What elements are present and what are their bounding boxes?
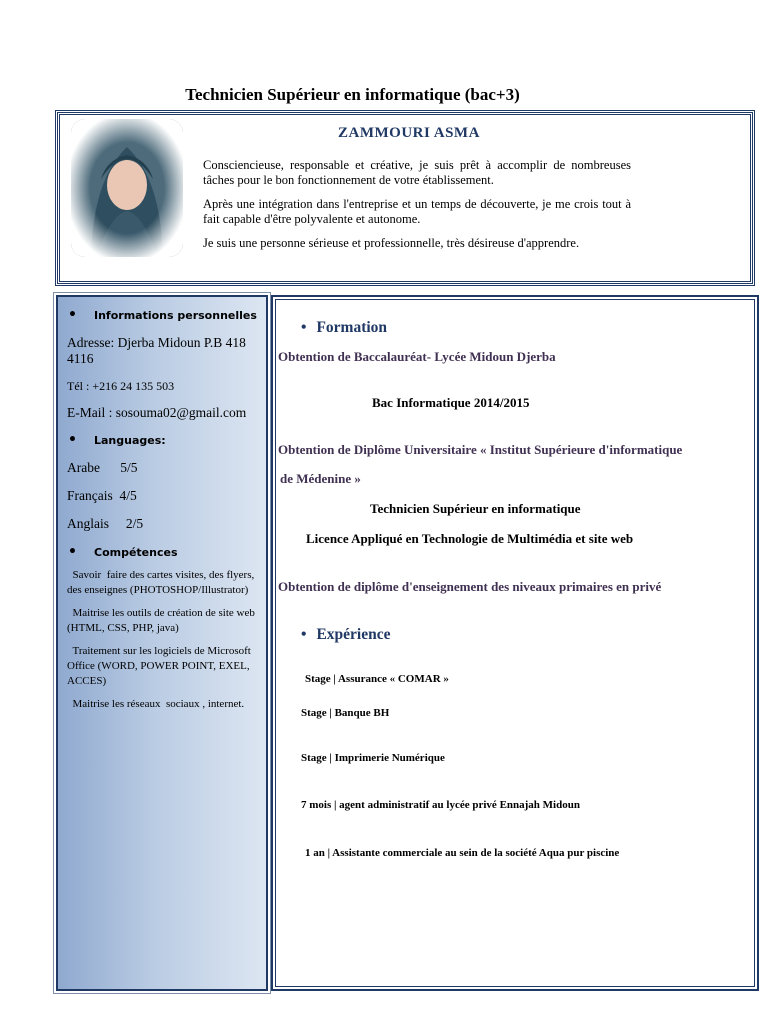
phone: Tél : +216 24 135 503 bbox=[67, 379, 175, 393]
languages-heading: • Languages: bbox=[68, 432, 166, 448]
sidebar bbox=[56, 295, 268, 991]
formation-heading: • Formation bbox=[301, 319, 388, 336]
formation-line: Obtention de Baccalauréat- Lycée Midoun Djerba bbox=[278, 349, 556, 364]
skill-item: Traitement sur les logiciels de Microsoft Office (WORD, POWER POINT, EXEL, ACCES) bbox=[67, 645, 254, 687]
experience-heading: • Expérience bbox=[301, 626, 391, 643]
language-item: Anglais 2/5 bbox=[67, 516, 144, 531]
intro-paragraph: Consciencieuse, responsable et créative, je suis prêt à accomplir de nombreuses tâches pour le bon fonctionnement de votre établissement. bbox=[203, 158, 631, 187]
intro-paragraph: Après une intégration dans l'entreprise et un temps de découverte, je me crois tout à fait capable d'être polyvalente et autonome. bbox=[203, 197, 631, 226]
skills-heading: • Compétences bbox=[68, 544, 178, 560]
language-item: Français 4/5 bbox=[67, 488, 137, 503]
main-content bbox=[271, 295, 759, 991]
experience-item: 1 an | Assistante commerciale au sein de la société Aqua pur piscine bbox=[305, 847, 620, 859]
experience-item: Stage | Imprimerie Numérique bbox=[301, 752, 445, 764]
candidate-name: ZAMMOURI ASMA bbox=[338, 125, 480, 141]
formation-line: Licence Appliqué en Technologie de Multimédia et site web bbox=[306, 531, 634, 546]
experience-item: 7 mois | agent administratif au lycée privé Ennajah Midoun bbox=[301, 799, 580, 811]
profile-header bbox=[55, 110, 755, 286]
address: Adresse: Djerba Midoun P.B 418 4116 bbox=[67, 335, 246, 366]
intro-text bbox=[203, 158, 631, 260]
experience-item: Stage | Assurance « COMAR » bbox=[305, 673, 449, 685]
intro-paragraph: Je suis une personne sérieuse et professionnelle, très désireuse d'apprendre. bbox=[203, 236, 580, 250]
skill-item: Savoir faire des cartes visites, des flyers, des enseignes (PHOTOSHOP/Illustrator) bbox=[67, 569, 257, 596]
language-item: Arabe 5/5 bbox=[67, 460, 138, 475]
formation-line: Obtention de diplôme d'enseignement des niveaux primaires en privé bbox=[278, 579, 662, 594]
document-title: Technicien Supérieur en informatique (bac+3) bbox=[185, 85, 520, 104]
experience-item: Stage | Banque BH bbox=[301, 707, 390, 719]
formation-line: Obtention de Diplôme Universitaire « Institut Supérieure d'informatique bbox=[278, 442, 683, 457]
formation-line: Bac Informatique 2014/2015 bbox=[372, 395, 530, 410]
email: E-Mail : sosouma02@gmail.com bbox=[67, 405, 247, 420]
skill-item: Maitrise les outils de création de site web (HTML, CSS, PHP, java) bbox=[67, 607, 258, 634]
formation-line: Technicien Supérieur en informatique bbox=[370, 501, 581, 516]
profile-photo bbox=[71, 119, 183, 257]
personal-info-heading: • Informations personnelles bbox=[68, 307, 257, 323]
skill-item: Maitrise les réseaux sociaux , internet. bbox=[67, 698, 245, 710]
formation-line: de Médenine » bbox=[280, 471, 361, 486]
